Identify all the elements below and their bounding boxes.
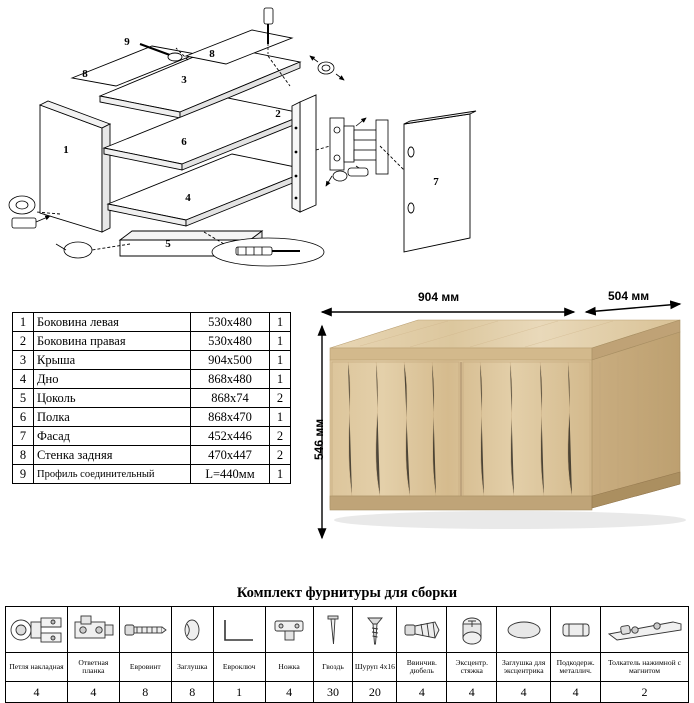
screw-icon xyxy=(353,607,397,653)
hardware-count-row xyxy=(6,682,689,703)
euro-key-icon xyxy=(213,607,265,653)
exploded-diagram-svg xyxy=(0,0,694,285)
part-name: Боковина левая xyxy=(34,313,191,332)
cam-cap-icon xyxy=(497,607,551,653)
part-name: Цоколь xyxy=(34,389,191,408)
hardware-name: Петля накладная xyxy=(6,653,68,682)
part-qty: 1 xyxy=(270,351,291,370)
callout-label-9: 9 xyxy=(124,36,130,48)
dimension-height-label: 546 мм xyxy=(312,418,326,460)
hardware-count: 4 xyxy=(447,682,497,703)
part-qty: 1 xyxy=(270,408,291,427)
hardware-name: Ножка xyxy=(265,653,313,682)
dimension-width-label: 904 мм xyxy=(418,290,460,304)
hardware-kit-title: Комплект фурнитуры для сборки xyxy=(236,585,458,601)
hardware-count: 4 xyxy=(497,682,551,703)
part-number: 1 xyxy=(13,313,34,332)
hardware-name: Заглушка xyxy=(171,653,213,682)
nail-icon xyxy=(313,607,353,653)
exploded-assembly-diagram xyxy=(0,0,694,285)
cam-lock-icon xyxy=(447,607,497,653)
part-number: 8 xyxy=(13,446,34,465)
part-qty: 1 xyxy=(270,465,291,484)
callout-label-3: 3 xyxy=(181,74,187,86)
table-row xyxy=(13,446,291,465)
part-qty: 2 xyxy=(270,427,291,446)
hardware-name: Ответная планка xyxy=(67,653,119,682)
part-name: Фасад xyxy=(34,427,191,446)
hardware-count: 1 xyxy=(213,682,265,703)
table-row xyxy=(13,313,291,332)
part-number: 3 xyxy=(13,351,34,370)
hardware-name: Подкодерж. металлич. xyxy=(551,653,601,682)
hardware-name: Евроключ xyxy=(213,653,265,682)
part-size: 868х470 xyxy=(191,408,270,427)
callout-label-5: 5 xyxy=(165,238,171,250)
hardware-count: 8 xyxy=(119,682,171,703)
hardware-count: 4 xyxy=(6,682,68,703)
hardware-count: 2 xyxy=(601,682,689,703)
callout-label-8-right: 8 xyxy=(209,48,215,60)
hardware-name: Заглушка для эксцентрика xyxy=(497,653,551,682)
part-size: 868х480 xyxy=(191,370,270,389)
hardware-count: 30 xyxy=(313,682,353,703)
cabinet-render-with-dimensions xyxy=(300,288,694,553)
part-qty: 2 xyxy=(270,389,291,408)
part-number: 4 xyxy=(13,370,34,389)
callout-label-6: 6 xyxy=(181,136,187,148)
hardware-count: 4 xyxy=(551,682,601,703)
part-size: 530х480 xyxy=(191,332,270,351)
table-row xyxy=(13,427,291,446)
table-row xyxy=(13,465,291,484)
part-size: L=440мм xyxy=(191,465,270,484)
part-name: Стенка задняя xyxy=(34,446,191,465)
hinge-overlay-icon xyxy=(6,607,68,653)
part-number: 2 xyxy=(13,332,34,351)
callout-label-4: 4 xyxy=(185,192,191,204)
hardware-count: 4 xyxy=(397,682,447,703)
screw-in-dowel-icon xyxy=(397,607,447,653)
table-row xyxy=(13,351,291,370)
part-size: 530х480 xyxy=(191,313,270,332)
dimension-depth-label: 504 мм xyxy=(608,289,650,303)
part-qty: 1 xyxy=(270,370,291,389)
euro-screw-icon xyxy=(119,607,171,653)
hardware-name: Эксцентр. стяжка xyxy=(447,653,497,682)
part-qty: 1 xyxy=(270,332,291,351)
part-number: 6 xyxy=(13,408,34,427)
part-name: Дно xyxy=(34,370,191,389)
magnet-catch-icon xyxy=(551,607,601,653)
hardware-count: 4 xyxy=(67,682,119,703)
part-number: 9 xyxy=(13,465,34,484)
leg-icon xyxy=(265,607,313,653)
hardware-icon-row xyxy=(6,607,689,653)
part-size: 452х446 xyxy=(191,427,270,446)
callout-label-2: 2 xyxy=(275,108,281,120)
part-name: Боковина правая xyxy=(34,332,191,351)
part-name: Крыша xyxy=(34,351,191,370)
table-row xyxy=(13,332,291,351)
hardware-name: Гвоздь xyxy=(313,653,353,682)
part-qty: 2 xyxy=(270,446,291,465)
part-name: Полка xyxy=(34,408,191,427)
part-number: 7 xyxy=(13,427,34,446)
hardware-name: Евровинт xyxy=(119,653,171,682)
table-row xyxy=(13,370,291,389)
parts-list-table xyxy=(12,312,291,484)
callout-label-1: 1 xyxy=(63,144,69,156)
hardware-kit-table xyxy=(5,606,689,703)
push-magnet-icon xyxy=(601,607,689,653)
part-size: 470х447 xyxy=(191,446,270,465)
cap-icon xyxy=(171,607,213,653)
hardware-name-row xyxy=(6,653,689,682)
hardware-name: Толкатель нажимной с магнитом xyxy=(601,653,689,682)
callout-label-8-left: 8 xyxy=(82,68,88,80)
table-row xyxy=(13,389,291,408)
part-size: 904х500 xyxy=(191,351,270,370)
callout-label-7: 7 xyxy=(433,176,439,188)
hardware-count: 8 xyxy=(171,682,213,703)
hardware-count: 4 xyxy=(265,682,313,703)
part-name: Профиль соединительный xyxy=(34,465,191,484)
part-size: 868х74 xyxy=(191,389,270,408)
part-number: 5 xyxy=(13,389,34,408)
hardware-name: Шуруп 4х16 xyxy=(353,653,397,682)
cabinet-svg xyxy=(300,288,694,553)
hardware-count: 20 xyxy=(353,682,397,703)
hinge-plate-icon xyxy=(67,607,119,653)
hardware-name: Ввинчив. дюбель xyxy=(397,653,447,682)
part-qty: 1 xyxy=(270,313,291,332)
table-row xyxy=(13,408,291,427)
